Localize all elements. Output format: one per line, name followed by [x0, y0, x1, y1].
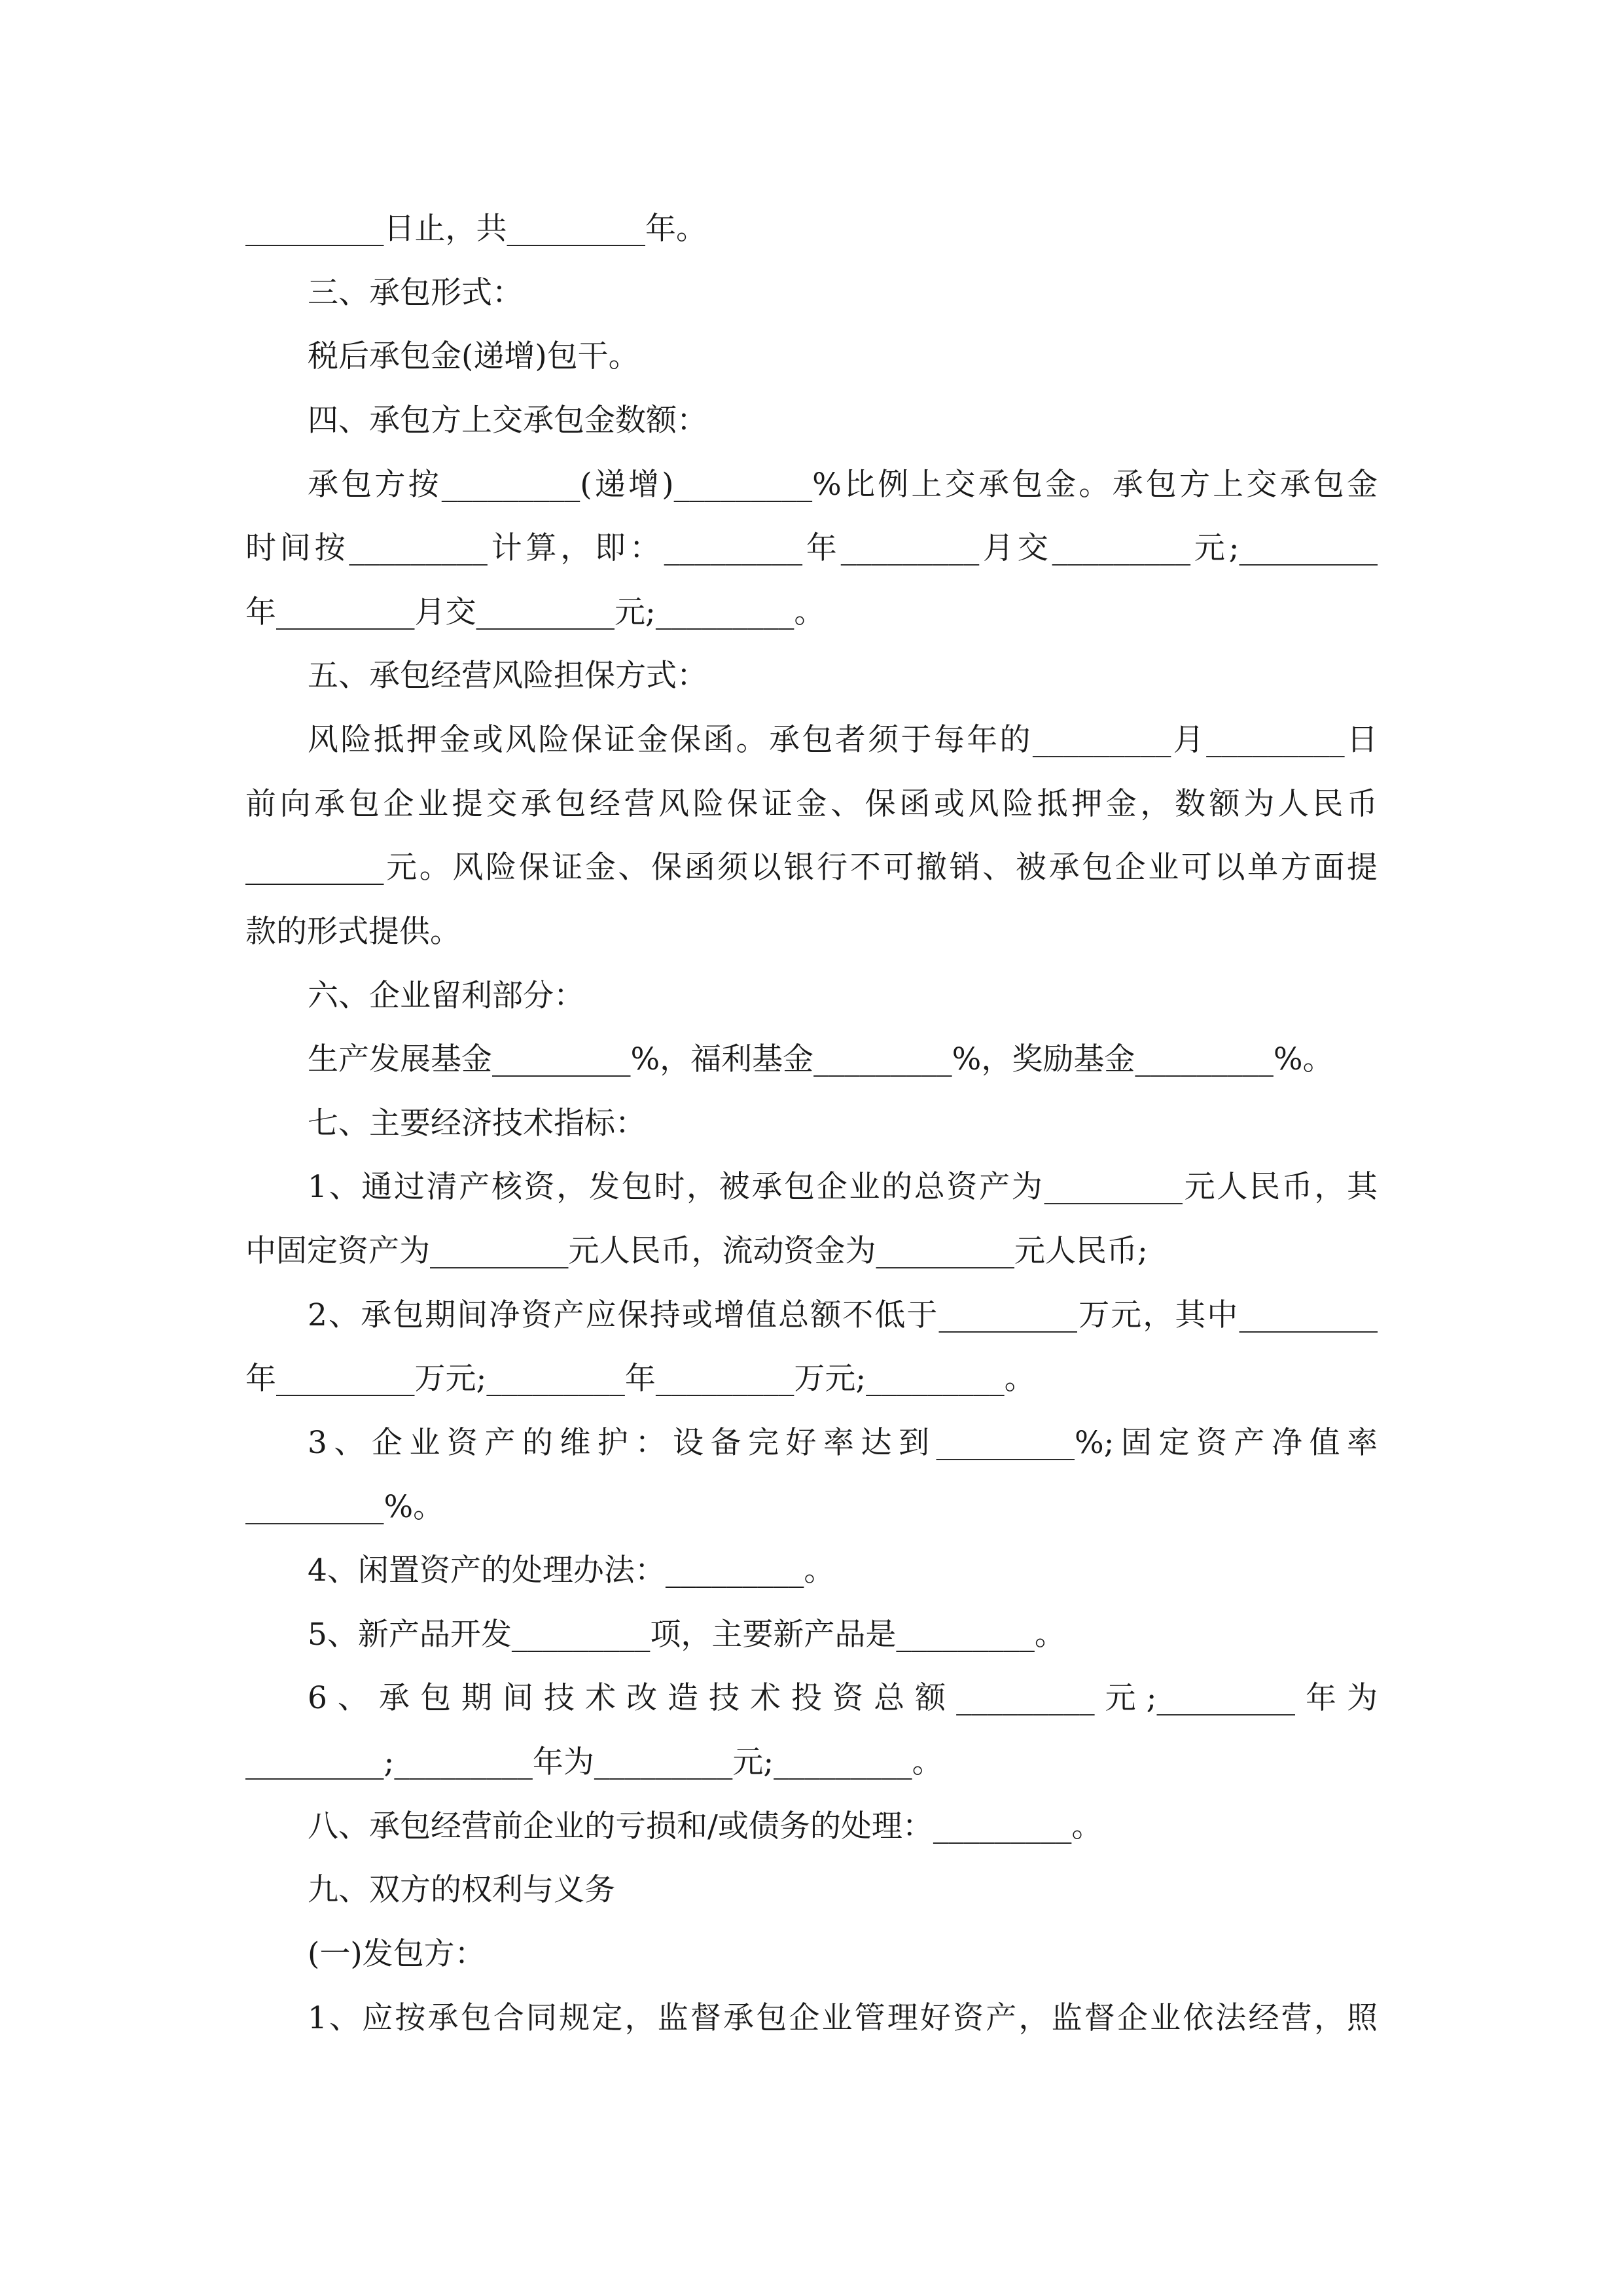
contract-line: 5、新产品开发_________项，主要新产品是_________。 [308, 1617, 1065, 1653]
contract-line: 风险抵押金或风险保证金保函。承包者须于每年的_________月_________日 [308, 722, 1378, 758]
contract-line: 年_________万元;_________年_________万元;_________。 [245, 1361, 1035, 1397]
contract-line: 1、应按承包合同规定，监督承包企业管理好资产，监督企业依法经营，照 [308, 2000, 1378, 2036]
contract-line: 前向承包企业提交承包经营风险保证金、保函或风险抵押金，数额为人民币 [245, 786, 1378, 822]
contract-line: _________元。风险保证金、保函须以银行不可撤销、被承包企业可以单方面提 [245, 850, 1378, 886]
contract-line: 税后承包金(递增)包干。 [308, 338, 639, 374]
contract-line: 4、闲置资产的处理办法：_________。 [308, 1552, 835, 1588]
section-heading: 五、承包经营风险担保方式： [308, 658, 707, 694]
section-heading: 三、承包形式： [308, 275, 523, 311]
contract-line: 1、通过清产核资，发包时，被承包企业的总资产为_________元人民币，其 [308, 1169, 1378, 1205]
contract-line: 2、承包期间净资产应保持或增值总额不低于_________万元，其中_________ [308, 1297, 1378, 1333]
contract-line: 生产发展基金_________%，福利基金_________%，奖励基金_________%。 [308, 1041, 1334, 1077]
section-heading: 九、双方的权利与义务 [308, 1872, 615, 1908]
contract-line: 承包方按_________(递增)_________%比例上交承包金。承包方上交承包金 [308, 467, 1378, 503]
contract-line: _________日止，共_________年。 [245, 211, 707, 247]
contract-line: _________;_________年为_________元;_________。 [245, 1744, 943, 1780]
contract-line: 款的形式提供。 [245, 914, 461, 950]
section-heading: 六、企业留利部分： [308, 978, 584, 1014]
subsection-heading: (一)发包方： [308, 1936, 486, 1972]
contract-line: 时间按_________计算，即：_________年_________月交_________元;_________ [245, 530, 1378, 566]
contract-line: 6、承包期间技术改造技术投资总额_________元;_________年为 [308, 1680, 1378, 1716]
contract-line: _________%。 [245, 1489, 444, 1525]
section-heading: 七、主要经济技术指标： [308, 1105, 646, 1141]
section-heading: 八、承包经营前企业的亏损和/或债务的处理：_________。 [308, 1808, 1103, 1844]
section-heading: 四、承包方上交承包金数额： [308, 403, 707, 439]
contract-line: 中固定资产为_________元人民币，流动资金为_________元人民币; [245, 1233, 1148, 1269]
contract-line: 年_________月交_________元;_________。 [245, 594, 825, 630]
contract-line: 3、企业资产的维护：设备完好率达到_________%;固定资产净值率 [308, 1425, 1378, 1461]
